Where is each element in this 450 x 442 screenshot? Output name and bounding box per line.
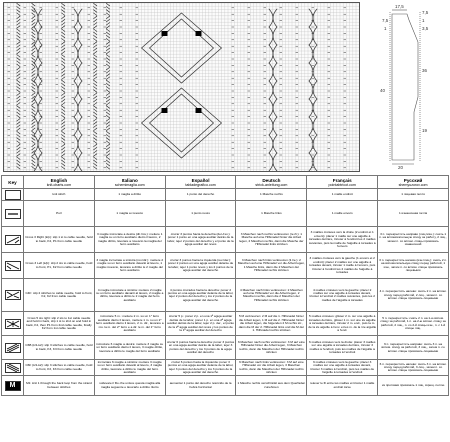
legend-cell-english: Cross 3 Left (k/p): slip 2 sts to cable needle, hold to front, P1, K2 from cable needle xyxy=(24,253,95,279)
schematic-label: 19 xyxy=(422,128,428,133)
legend-key-cell xyxy=(2,360,24,376)
legend-cell-deutsch: 6 Maschen nach rechts verkreuzen: 3 M auf eine Hilfsnadel hinter die Arbeit legen, 3 Maschen rechts, dann die Maschen der Hilfsnadel rechts stricken xyxy=(236,336,307,360)
legend-cell-espanol: aumentar 1 punto del derecho retorcido de la hebra horizontal xyxy=(165,376,236,396)
legend-cell-espanol: cruzar 6 puntos hacia la derecha: poner 3 puntos en una aguja auxiliar detrás de la labor, tejer 3 puntos del derecho y los 3 puntos de la aguja auxiliar del derecho xyxy=(165,336,236,360)
legend-cell-deutsch: 6 Maschen nach links verkreuzen: 3 M auf eine Hilfsnadel vor die Arbeit legen, 3 Maschen rechts, dann die Maschen der Hilfsnadel rechts stricken xyxy=(236,360,307,376)
legend-row xyxy=(2,227,449,253)
legend-cell-english: C6F (k/1-k2): slip 3 stitches to cable needle, hold to front, K3, K3 from cable needle xyxy=(24,360,95,376)
legend-cell-italiano: 3 maglie incrociate a destra (dir./rov.): mettere 1 maglia su un ferro ausiliario dietro il lavoro, 2 maglie diritto, lavorare a rovescio la maglia del ferro ausiliario xyxy=(94,227,165,253)
stitch-legend xyxy=(0,175,450,442)
legend-header-francais: Français pointabtricot.com xyxy=(307,176,378,189)
purl-symbol xyxy=(5,209,21,219)
schematic-label: 17,5 xyxy=(395,4,404,9)
legend-key-cell xyxy=(2,189,24,201)
legend-key-cell xyxy=(2,227,24,253)
stitch-chart-svg xyxy=(4,3,359,171)
legend-header-deutsch: Deutsch strick-anleitung.com xyxy=(236,176,307,189)
legend-cell-francais: 6 mailles croisées vers la droite: placer 3 mailles sur une aiguille à torsades derrière, tricoter 3 mailles à l'endroit, puis les mailles de l'aiguille à torsades à l'endroit xyxy=(307,336,378,360)
schematic-label: 3,5 xyxy=(422,26,429,31)
legend-cell-francais: 1 maille endroit xyxy=(307,189,378,201)
legend-header-key: Key xyxy=(2,176,24,189)
legend-cell-russian: 6 п. перекрестить направо: снять 3 п. на вспом. спицу за работой, 3 лиц., затем п. со вспом. спицы провязать лицевыми xyxy=(378,336,449,360)
legend-key-cell xyxy=(2,279,24,312)
legend-header-english: English knit-charts.com xyxy=(24,176,95,189)
legend-cell-deutsch: 1 Masche rechts xyxy=(236,189,307,201)
make-one-symbol: M xyxy=(5,381,21,391)
cable-4-front-symbol xyxy=(5,290,21,300)
cross-5-symbol xyxy=(5,319,21,329)
legend-cell-russian: 1 изнаночная петля xyxy=(378,201,449,227)
legend-header-russian: Русский shemyuzorov.com xyxy=(378,176,449,189)
legend-table xyxy=(1,175,449,396)
legend-cell-russian: 6 п. перекрестить налево: снять 3 п. на вспом. спицу перед работой, 3 лиц., затем п. со вспом. спицы провязать лицевыми xyxy=(378,360,449,376)
legend-cell-francais: 3 mailles croisées vers la droite (2 endroit et 1 envers): placer 1 maille sur une aiguille à torsades derrière, tricoter à l'endroit les 2 mailles suivantes, puis la maille de l'aiguille à torsades à l'envers xyxy=(307,227,378,253)
legend-cell-english: C4F: slip 2 stitches to cable needle, hold to front, K2, K2 from cable needle xyxy=(24,279,95,312)
schematic-label: 1 xyxy=(422,18,425,23)
legend-cell-russian: 4 п. перекрестить налево: снять 2 п. на вспом. спицу перед работой, 2 лиц., затем п. со вспом. спицы провязать лицевыми xyxy=(378,279,449,312)
legend-cell-deutsch: 5 M verkreuzen: 2 M auf die 1. Hilfsnadel hinter die Arbeit legen, 1 M auf die 2. Hilfsnadel hinter die Arbeit legen, die folgenden 2 M rechts str., dann die M der 2. Hilfsnadel links und die M der 1. Hilfsnadel rechts stricken xyxy=(236,312,307,336)
cross-3-left-symbol xyxy=(5,261,21,271)
legend-cell-deutsch: 3 Maschen nach rechts verkreuzen (re./li.): 1 Masche auf eine Hilfsnadel hinter die Arbeit legen, 2 Maschen rechts, dann die Masche der Hilfsnadel links stricken xyxy=(236,227,307,253)
legend-cell-francais: 1 maille envers xyxy=(307,201,378,227)
legend-cell-espanol: 1 punto del derecho xyxy=(165,189,236,201)
schematic-label: 7,5 xyxy=(422,10,429,15)
legend-cell-russian: из протяжки провязать 1 лиц. скрещ. петлю xyxy=(378,376,449,396)
schematic-label: 1 xyxy=(384,26,387,31)
legend-cell-francais: relever le fil entre les mailles et tricoter 1 maille endroit torse xyxy=(307,376,378,396)
cross-3-right-symbol xyxy=(5,235,21,245)
chart-area xyxy=(0,0,450,175)
legend-cell-espanol: cruzar 6 puntos hacia la izquierda: poner 3 puntos en una aguja auxiliar delante de la labor, tejer 3 puntos del derecho y los 3 puntos de la aguja auxiliar del derecho xyxy=(165,360,236,376)
schematic-label: 40 xyxy=(380,88,386,93)
chart-make-one-marker xyxy=(162,31,168,36)
legend-cell-espanol: cruzar 3 puntos hacia la izquierda (rev./der.): poner 2 puntos en una aguja auxiliar delante de la labor, tejer 1 punto revés y los 2 puntos de la aguja auxiliar del derecho xyxy=(165,253,236,279)
legend-cell-italiano: 1 maglia a rovescio xyxy=(94,201,165,227)
legend-row xyxy=(2,360,449,376)
knit-symbol xyxy=(5,190,21,200)
legend-cell-english: Cross 5 sts right: slip 2 sts to 1st cable needle and hold in back, slip 1 st to 2nd on and hold in back, K2, then P1 from 2nd cable needle, finally K2 from 1st cable needle xyxy=(24,312,95,336)
stitch-chart-grid xyxy=(3,2,360,172)
legend-cell-italiano: incrociare 5 m.: mettere 2 m. su un 1° ferro ausiliario dietro il lavoro, mettere 1 m. su un 2° ferro ausiliario dietro il lavoro, 2 m. dir., lavorare a rov. la m. del 2° ferro e a dir. le m. del 1° ferro ausiliario xyxy=(94,312,165,336)
symbol-stroke xyxy=(7,266,11,269)
symbol-stroke xyxy=(14,296,19,298)
legend-cell-francais: 3 mailles croisées vers la gauche (1 envers et 2 endroit): placer 2 mailles sur une aiguille à torsades devant, tricoter 1 maille à l'envers, puis tricoter à l'endroit les 2 mailles de l'aiguille à torsades xyxy=(307,253,378,279)
legend-row xyxy=(2,312,449,336)
legend-cell-espanol: 4 puntos cruzados hacia la derecha: poner 2 puntos en una aguja auxiliar delante de la labor, tejer 2 puntos del derecho y los 2 puntos de la aguja auxiliar del derecho xyxy=(165,279,236,312)
legend-header-italiano: Italiano schemimaglia.com xyxy=(94,176,165,189)
legend-key-cell xyxy=(2,376,24,396)
schematic-label: 36 xyxy=(422,68,428,73)
chart-make-one-marker xyxy=(196,108,202,113)
legend-cell-italiano: incrociare 6 maglie a sinistra: mettere 3 maglie su un ferro ausiliario davanti al lavoro, 3 maglie diritto, lavorare a diritto le maglie del ferro ausiliario xyxy=(94,360,165,376)
legend-cell-espanol: 1 punto revés xyxy=(165,201,236,227)
legend-row xyxy=(2,279,449,312)
legend-cell-english: Cross 3 Right (k/p): slip 1 st to cable needle, hold to back, K2, P1 from cable needle xyxy=(24,227,95,253)
legend-header-espanol: Español tabladegrafico.com xyxy=(165,176,236,189)
legend-cell-russian: 3 п. перекрестить направо (лиц./изн.): снять 1 п. на вспомогательную спицу за работу, 2 лиц., затем п. со вспом. спицы провязать изнаночной xyxy=(378,227,449,253)
symbol-stroke xyxy=(7,237,19,243)
legend-cell-english: C6B (k/1-k2): slip 3 stitches to cable needle, hold to back, K3, K3 from cable needle xyxy=(24,336,95,360)
legend-cell-francais: 6 mailles croisées vers la gauche: placer 3 mailles sur une aiguille à torsades devant, tricoter 3 mailles à l'endroit, puis les mailles de l'aiguille à torsades à l'endroit xyxy=(307,360,378,376)
legend-cell-italiano: incrociare 6 maglie a destra: mettere 3 maglie su un ferro ausiliario dietro il lavoro, 3 maglie diritto, lavorare a diritto le maglie del ferro ausiliario xyxy=(94,336,165,360)
legend-cell-english: knit stitch xyxy=(24,189,95,201)
legend-cell-english: M1: knit 1 through the back loop from the strand between stitches xyxy=(24,376,95,396)
legend-row xyxy=(2,201,449,227)
legend-cell-deutsch: 1 Masche links xyxy=(236,201,307,227)
legend-row xyxy=(2,336,449,360)
chart-make-one-marker xyxy=(196,31,202,36)
legend-cell-francais: 5 mailles croisées: glisser 2 m. sur une aiguille à torsades derrière, glisser 1 m. sur une 2e aiguille à torsades derrière, tricoter 2 m. end., puis la m. de la 2e aiguille à l'env. et les m. de la 1re aiguille à l'end. xyxy=(307,312,378,336)
schematic-label: 7,5 xyxy=(382,18,389,23)
schematic-label: 20 xyxy=(398,165,404,170)
legend-cell-russian: 3 п. перекрестить налево (изн./лиц.): снять 2 п. на вспомогательную спицу перед работой, 1 изн., затем п. со вспом. спицы провязать лицевыми xyxy=(378,253,449,279)
garment-schematic xyxy=(362,2,448,170)
legend-row xyxy=(2,253,449,279)
legend-cell-deutsch: 1 Masche rechts verschränkt aus dem Querfaden zunehmen xyxy=(236,376,307,396)
legend-cell-francais: 4 mailles croisées vers la gauche: placer 2 mailles sur une aiguille à torsades devant, tricoter à l'endroit 2 mailles suivantes, puis les 2 mailles de l'aiguille à torsades xyxy=(307,279,378,312)
legend-key-cell xyxy=(2,312,24,336)
legend-cell-italiano: 1 maglia a diritto xyxy=(94,189,165,201)
chart-background xyxy=(4,3,359,171)
legend-cell-deutsch: 4 Maschen nach links verkreuzen: 2 Maschen auf eine Hilfsnadel vor die Arbeit legen, 2 Maschen rechts, dann die 2 Maschen der Hilfsnadel rechts stricken xyxy=(236,279,307,312)
legend-cell-russian: 1 лицевая петля xyxy=(378,189,449,201)
legend-cell-russian: 5 п. перекрестить: снять 2 п. на 1-ю вспом. спицу за работой, 1 п. на 2-ю вспом. спицу за работой, 2 лиц., п. со 2-й спицы изн., п. с 1-й спицы лиц. xyxy=(378,312,449,336)
legend-header-row xyxy=(2,176,449,189)
legend-cell-english: Purl xyxy=(24,201,95,227)
chart-make-one-marker xyxy=(162,108,168,113)
cable-6-front-symbol xyxy=(5,363,21,373)
legend-cell-italiano: 4 maglie incrociate a sinistra: mettere 2 maglie su un ferro ausiliario davanti al lavoro, 2 maglie a diritto, lavorare a diritto le 2 maglie del ferro ausiliario xyxy=(94,279,165,312)
legend-cell-italiano: sollevare il filo che unisce questa maglia alla maglia seguente e lavorarlo a diritto ritorto xyxy=(94,376,165,396)
legend-cell-italiano: 3 maglie incrociate a sinistra (rov./dir.): mettere 2 maglie su un ferro ausiliario davanti al lavoro, 1 maglia rovescio, lavorare a diritto le 2 maglie del ferro ausiliario xyxy=(94,253,165,279)
symbol-stroke xyxy=(15,240,19,243)
cable-6-back-symbol xyxy=(5,343,21,353)
legend-row xyxy=(2,376,449,396)
legend-body xyxy=(2,189,449,396)
legend-cell-deutsch: 3 Maschen nach links verkreuzen (li./re.): 2 Maschen auf eine Hilfsnadel vor die Arbeit legen, 1 Masche links, dann die 2 Maschen der Hilfsnadel rechts stricken xyxy=(236,253,307,279)
legend-key-cell xyxy=(2,201,24,227)
legend-cell-espanol: cruzar 5 p.: poner 2 p. en una 1ª aguja auxiliar detrás de la labor, poner 1 p. en una 2ª aguja auxiliar detrás de la labor, tejer 2 p. der., el punto de la 2ª aguja auxiliar del revés y los puntos de la 1ª aguja auxiliar del derecho xyxy=(165,312,236,336)
schematic-outline xyxy=(392,14,418,160)
legend-key-cell xyxy=(2,253,24,279)
legend-cell-espanol: cruzar 3 puntos hacia la derecha (der./rev.): poner 1 punto en una aguja auxiliar detrás de la labor, tejer 2 puntos del derecho y el punto de la aguja auxiliar del revés xyxy=(165,227,236,253)
legend-key-cell xyxy=(2,336,24,360)
legend-row xyxy=(2,189,449,201)
symbol-stroke xyxy=(7,263,19,269)
symbol-stroke xyxy=(7,292,12,295)
